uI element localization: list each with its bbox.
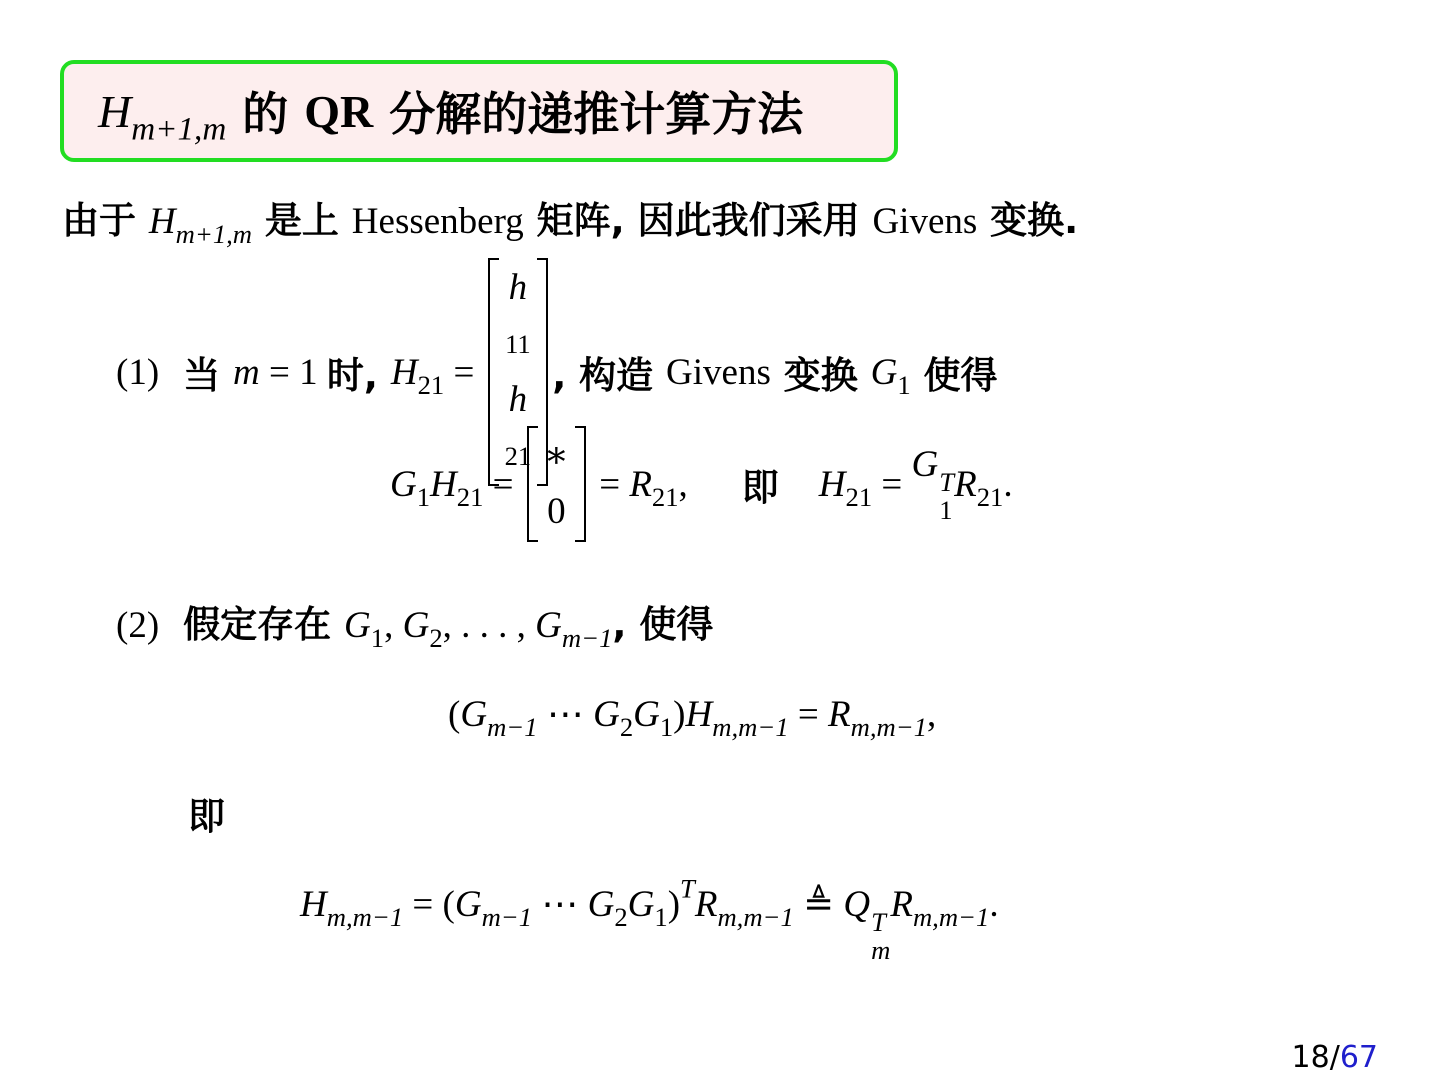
ji-text: 即 bbox=[188, 795, 225, 838]
eq-2-gm-base: G bbox=[460, 694, 488, 735]
equation-1 bbox=[390, 426, 1013, 542]
item-1-cell-2-base: h bbox=[508, 379, 528, 420]
intro-line bbox=[62, 190, 1079, 250]
eq-1-comma: , bbox=[678, 463, 688, 505]
eq-2-H-sub: m,m−1 bbox=[712, 712, 789, 743]
item-1-text-5: 使得 bbox=[910, 354, 998, 397]
eq-2-gm-sub: m−1 bbox=[487, 712, 538, 743]
title-math bbox=[98, 85, 227, 148]
item-1-H bbox=[390, 351, 445, 400]
eq-3-open-paren: ( bbox=[442, 884, 455, 925]
ji-line bbox=[188, 786, 225, 840]
title-math-base: H bbox=[98, 85, 132, 137]
eq-1-equals: = bbox=[483, 463, 523, 505]
eq-2-R bbox=[828, 694, 928, 743]
eq-1-R-base: R bbox=[629, 463, 652, 505]
item-2-g1 bbox=[344, 605, 385, 654]
item-1-text-2: 时, bbox=[326, 354, 391, 397]
eq-1-H2-sub: 21 bbox=[845, 481, 873, 512]
eq-3-cdots: ⋯ bbox=[532, 884, 588, 925]
eq-3-R bbox=[694, 884, 794, 933]
title-math-sub: m+1,m bbox=[131, 110, 227, 148]
item-1-eq1: = 1 bbox=[259, 351, 327, 393]
item-2-g2-sub: 2 bbox=[429, 623, 443, 654]
eq-1-H2-base: H bbox=[818, 463, 846, 505]
item-2-label: (2) bbox=[116, 605, 160, 646]
item-1-text-3: , 构造 bbox=[552, 354, 667, 397]
eq-3-R-sub: m,m−1 bbox=[717, 902, 794, 933]
page-current: 18/ bbox=[1291, 1040, 1340, 1075]
intro-text-2: 是上 bbox=[252, 199, 352, 242]
item-1-G bbox=[870, 351, 911, 400]
eq-1-matrix-cell-2: 0 bbox=[547, 491, 566, 532]
eq-1-matrix-left-bracket bbox=[527, 426, 538, 542]
eq-1-G2-sup: T bbox=[939, 466, 955, 497]
eq-3-H-base: H bbox=[300, 884, 327, 925]
eq-3-g1-base: G bbox=[627, 884, 655, 925]
eq-1-R2 bbox=[954, 463, 1004, 512]
eq-3-Q-sub: m bbox=[871, 934, 891, 965]
eq-2-open-paren: ( bbox=[448, 694, 461, 735]
eq-3-Q bbox=[843, 884, 891, 965]
eq-1-G-sub: 1 bbox=[416, 481, 431, 512]
item-2-gm-base: G bbox=[535, 605, 562, 646]
eq-2-equals: = bbox=[788, 694, 829, 735]
eq-1-matrix-right-bracket bbox=[575, 426, 586, 542]
item-1-m: m bbox=[233, 351, 260, 393]
eq-3-R2-sub: m,m−1 bbox=[912, 902, 990, 933]
intro-math bbox=[148, 201, 253, 250]
eq-1-R bbox=[629, 463, 679, 512]
item-2-g2 bbox=[402, 605, 443, 654]
eq-3-defined-as: ≜ bbox=[793, 884, 844, 925]
item-1-H-base: H bbox=[390, 351, 418, 393]
eq-3-g2 bbox=[587, 884, 628, 933]
item-2-gm-sub: m−1 bbox=[561, 623, 613, 654]
title-text-1: 的 bbox=[226, 87, 305, 141]
eq-1-equals-2: = bbox=[589, 463, 630, 505]
intro-text-3: 矩阵, 因此我们采用 bbox=[523, 199, 873, 242]
item-2-text-1: 假定存在 bbox=[183, 603, 345, 646]
eq-2-g1 bbox=[633, 694, 674, 743]
title-qr: QR bbox=[304, 85, 374, 137]
eq-1-equals-3: = bbox=[872, 463, 912, 505]
item-1-label: (1) bbox=[116, 351, 160, 393]
item-1-H-sub: 21 bbox=[417, 369, 445, 400]
eq-1-R-sub: 21 bbox=[651, 481, 679, 512]
equation-2 bbox=[448, 692, 937, 743]
eq-2-cdots: ⋯ bbox=[537, 694, 594, 735]
eq-3-gm bbox=[454, 884, 533, 933]
eq-3-R2-base: R bbox=[890, 884, 913, 925]
eq-3-g1 bbox=[627, 884, 668, 933]
eq-1-G2-supsub bbox=[939, 466, 955, 525]
eq-1-G2 bbox=[912, 443, 955, 525]
eq-3-R2 bbox=[890, 884, 990, 933]
eq-1-ji: 即 bbox=[741, 466, 779, 509]
eq-3-transpose: T bbox=[680, 873, 695, 904]
intro-text-1: 由于 bbox=[62, 199, 149, 242]
eq-1-dot: . bbox=[1003, 463, 1013, 505]
item-1-text-4: 变换 bbox=[770, 354, 871, 397]
eq-3-R-base: R bbox=[694, 884, 718, 925]
eq-3-close-paren: ) bbox=[667, 884, 681, 925]
eq-3-H-sub: m,m−1 bbox=[326, 902, 404, 933]
eq-3-g2-base: G bbox=[587, 884, 615, 925]
eq-3-g1-sub: 1 bbox=[654, 902, 668, 933]
eq-1-G bbox=[390, 463, 431, 512]
eq-1-matrix-cells bbox=[538, 426, 575, 542]
eq-1-G2-sub: 1 bbox=[939, 494, 953, 525]
item-1-G-base: G bbox=[870, 351, 898, 393]
item-2-text-2: , 使得 bbox=[612, 603, 714, 646]
eq-3-g2-sub: 2 bbox=[614, 902, 628, 933]
eq-2-g1-base: G bbox=[633, 694, 660, 735]
item-2-dots: , . . . , bbox=[442, 605, 536, 646]
intro-math-base: H bbox=[148, 201, 176, 242]
eq-3-gm-sub: m−1 bbox=[481, 902, 533, 933]
eq-2-H bbox=[685, 694, 789, 743]
eq-2-gm bbox=[460, 694, 538, 743]
item-2-comma-1: , bbox=[384, 605, 403, 646]
item-2-g2-base: G bbox=[402, 605, 430, 646]
eq-3-Q-base: Q bbox=[843, 884, 871, 925]
eq-2-g2-sub: 2 bbox=[619, 712, 634, 743]
eq-1-H-base: H bbox=[430, 463, 457, 505]
item-2-g1-base: G bbox=[344, 605, 371, 646]
intro-text-4: 变换. bbox=[977, 199, 1079, 242]
title-text-2: 分解的递推计算方法 bbox=[373, 87, 804, 141]
eq-1-R2-base: R bbox=[954, 463, 977, 505]
item-1-eq2: = bbox=[444, 351, 484, 393]
item-2-gm bbox=[535, 605, 613, 654]
eq-1-G-base: G bbox=[390, 463, 417, 505]
section-title bbox=[60, 60, 898, 162]
item-1-cell-2-sub: 21 bbox=[504, 441, 532, 471]
page-counter bbox=[1292, 1040, 1378, 1075]
eq-2-g2-base: G bbox=[593, 694, 620, 735]
item-1-matrix-cell-1 bbox=[505, 260, 532, 372]
eq-3-equals: = bbox=[403, 884, 443, 925]
item-1-text-1: 当 bbox=[183, 354, 234, 397]
equation-3 bbox=[300, 873, 999, 965]
eq-1-R2-sub: 21 bbox=[976, 481, 1004, 512]
eq-3-Q-supsub bbox=[871, 906, 891, 965]
eq-1-matrix-cell-1: ∗ bbox=[543, 435, 569, 476]
eq-2-R-sub: m,m−1 bbox=[850, 712, 928, 743]
eq-3-gm-base: G bbox=[454, 884, 482, 925]
eq-1-G2-base: G bbox=[911, 444, 939, 486]
eq-2-comma: , bbox=[927, 694, 937, 735]
item-1-givens: Givens bbox=[666, 351, 771, 393]
eq-2-close-paren: ) bbox=[673, 694, 686, 735]
eq-2-R-base: R bbox=[828, 694, 851, 735]
item-1-cell-1-base: h bbox=[508, 267, 528, 308]
item-1-cell-1-sub: 11 bbox=[505, 329, 531, 359]
eq-3-dot: . bbox=[989, 884, 999, 925]
item-2-g1-sub: 1 bbox=[370, 623, 385, 654]
eq-1-matrix bbox=[527, 426, 586, 542]
item-2 bbox=[116, 594, 714, 654]
eq-1-H-sub: 21 bbox=[456, 481, 484, 512]
intro-hessenberg: Hessenberg bbox=[351, 201, 524, 242]
eq-3-H bbox=[300, 884, 404, 933]
eq-3-Q-sup: T bbox=[871, 906, 886, 937]
page-total[interactable]: 67 bbox=[1339, 1040, 1378, 1075]
eq-1-H bbox=[430, 463, 484, 512]
item-1-G-sub: 1 bbox=[897, 369, 911, 400]
eq-2-H-base: H bbox=[685, 694, 713, 735]
intro-givens: Givens bbox=[872, 201, 978, 242]
eq-1-H2 bbox=[818, 463, 873, 512]
eq-2-g2 bbox=[593, 694, 634, 743]
eq-2-g1-sub: 1 bbox=[659, 712, 674, 743]
intro-math-sub: m+1,m bbox=[175, 219, 253, 250]
